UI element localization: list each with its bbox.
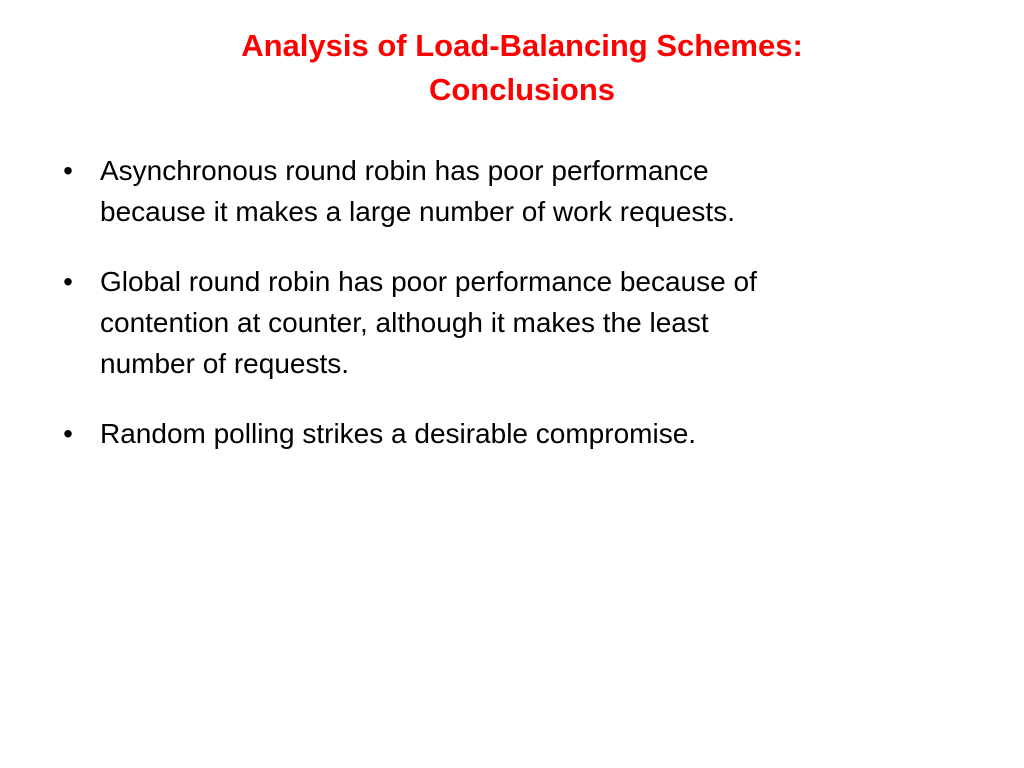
bullet-text-line: number of requests. <box>100 348 350 379</box>
bullet-dot-icon: • <box>63 266 73 297</box>
bullet-list <box>58 150 958 483</box>
bullet-item-random-polling <box>58 413 958 454</box>
bullet-item-async-round-robin <box>58 150 958 232</box>
bullet-text-line: Random polling strikes a desirable compromise. <box>100 418 697 449</box>
bullet-text-line: because it makes a large number of work requests. <box>100 196 735 227</box>
slide-title-line-1: Analysis of Load-Balancing Schemes: <box>241 28 803 63</box>
bullet-dot-icon: • <box>63 155 73 186</box>
bullet-item-global-round-robin <box>58 261 958 384</box>
bullet-dot-icon: • <box>63 418 73 449</box>
bullet-text-line: contention at counter, although it makes the least <box>100 307 709 338</box>
slide-title-line-2: Conclusions <box>428 72 615 107</box>
bullet-text-line: Asynchronous round robin has poor performance <box>100 155 709 186</box>
slide-title <box>112 24 932 112</box>
bullet-text-line: Global round robin has poor performance because of <box>100 266 757 297</box>
